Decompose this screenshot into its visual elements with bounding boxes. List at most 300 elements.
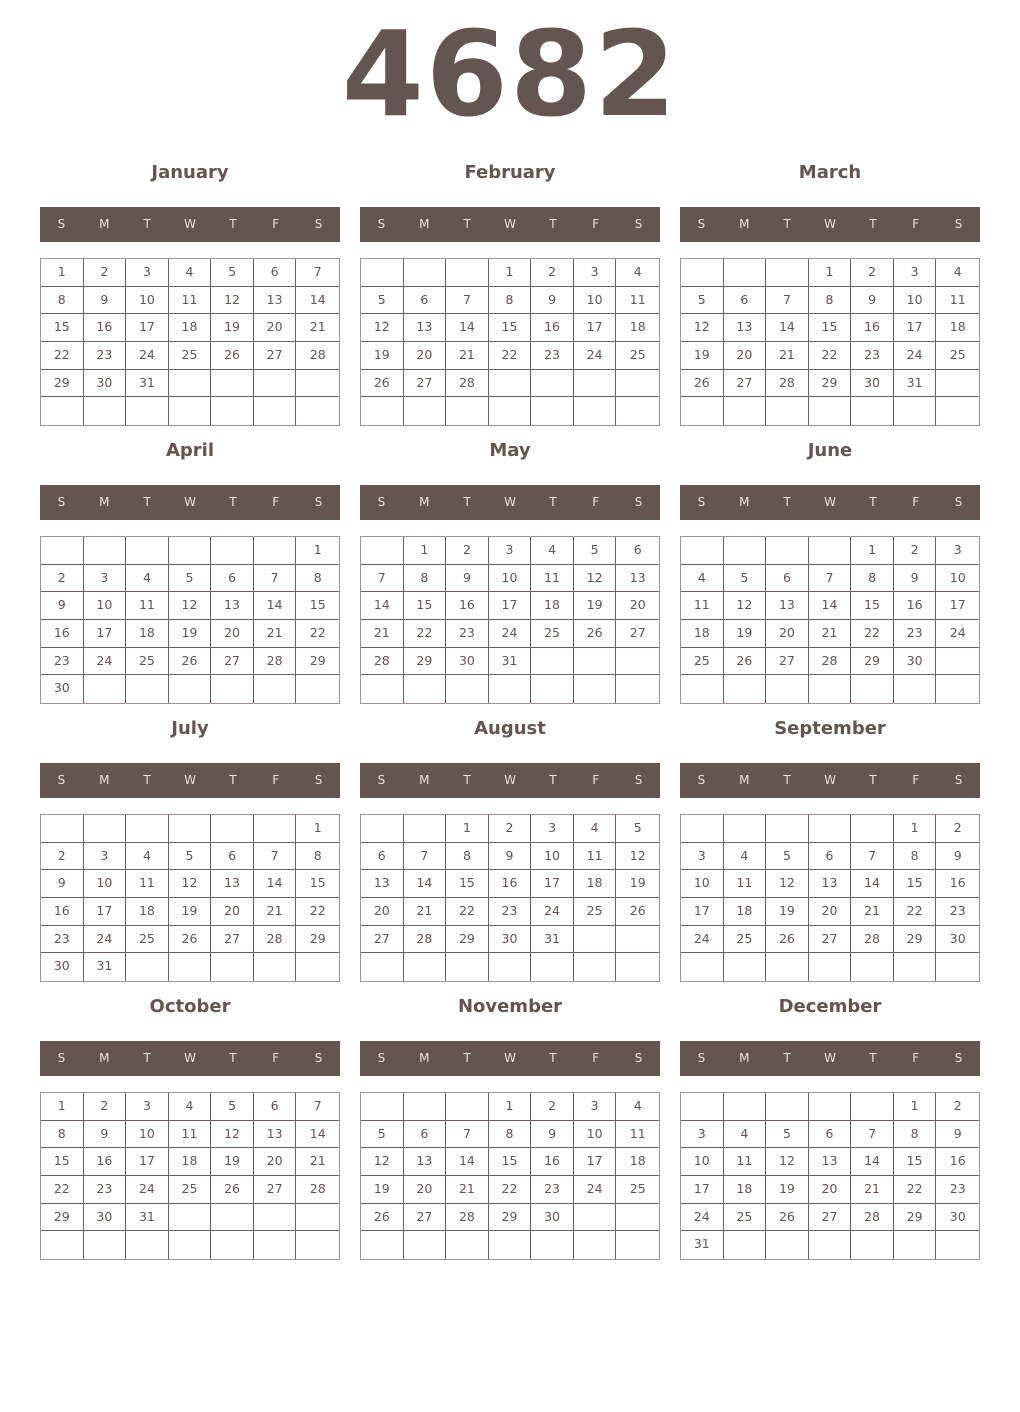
weekday-label: W — [824, 217, 836, 231]
day-cell: 11 — [616, 287, 659, 315]
day-cell — [211, 1204, 254, 1232]
day-cell: 12 — [724, 592, 767, 620]
day-cell: 16 — [851, 314, 894, 342]
day-cell: 15 — [489, 1148, 532, 1176]
weekday-label: S — [954, 773, 963, 787]
day-cell: 10 — [894, 287, 937, 315]
day-cell: 27 — [254, 342, 297, 370]
day-cell: 13 — [616, 565, 659, 593]
day-cell: 10 — [126, 287, 169, 315]
day-cell — [404, 675, 447, 703]
day-cell: 4 — [724, 1121, 767, 1149]
day-cell: 21 — [766, 342, 809, 370]
day-cell: 27 — [404, 370, 447, 398]
day-cell: 24 — [84, 926, 127, 954]
day-cell — [766, 259, 809, 287]
day-cell: 28 — [851, 926, 894, 954]
day-cell: 1 — [894, 1093, 937, 1121]
day-cell — [446, 1231, 489, 1259]
day-cell: 3 — [126, 259, 169, 287]
day-cell — [851, 953, 894, 981]
day-cell — [681, 1093, 724, 1121]
day-cell: 30 — [84, 370, 127, 398]
day-cell: 30 — [894, 648, 937, 676]
weekday-label: S — [377, 1051, 386, 1065]
day-cell: 11 — [126, 592, 169, 620]
day-cell: 26 — [211, 1176, 254, 1204]
day-cell: 21 — [404, 898, 447, 926]
day-cell — [126, 815, 169, 843]
day-cell — [766, 675, 809, 703]
day-cell — [84, 537, 127, 565]
day-cell: 26 — [361, 1204, 404, 1232]
day-cell: 3 — [126, 1093, 169, 1121]
day-cell: 1 — [851, 537, 894, 565]
day-cell — [169, 537, 212, 565]
day-cell: 16 — [531, 314, 574, 342]
day-cell: 2 — [894, 537, 937, 565]
day-cell — [894, 397, 937, 425]
weekday-label: W — [184, 773, 196, 787]
day-cell — [446, 675, 489, 703]
weekday-header — [360, 485, 660, 520]
day-cell: 11 — [681, 592, 724, 620]
day-cell — [489, 370, 532, 398]
day-cell: 6 — [404, 287, 447, 315]
day-cell — [724, 815, 767, 843]
day-cell — [361, 537, 404, 565]
day-cell: 5 — [766, 1121, 809, 1149]
day-cell: 6 — [724, 287, 767, 315]
day-cell — [574, 1204, 617, 1232]
day-cell — [766, 953, 809, 981]
day-cell: 30 — [851, 370, 894, 398]
day-cell: 18 — [126, 898, 169, 926]
day-cell: 13 — [211, 592, 254, 620]
weekday-header — [680, 1041, 980, 1076]
weekday-label: T — [463, 1051, 471, 1065]
day-cell: 16 — [84, 314, 127, 342]
weekday-label: W — [184, 217, 196, 231]
day-cell — [809, 675, 852, 703]
day-cell: 26 — [616, 898, 659, 926]
weekday-label: M — [419, 773, 430, 787]
day-cell: 26 — [681, 370, 724, 398]
day-cell: 10 — [84, 592, 127, 620]
day-cell: 6 — [211, 843, 254, 871]
day-cell: 23 — [41, 648, 84, 676]
day-cell: 1 — [404, 537, 447, 565]
day-cell: 22 — [404, 620, 447, 648]
day-cell: 29 — [404, 648, 447, 676]
weekday-label: M — [99, 495, 110, 509]
weekday-header — [360, 1041, 660, 1076]
day-cell — [126, 953, 169, 981]
day-cell: 9 — [936, 843, 979, 871]
day-cell: 24 — [574, 342, 617, 370]
day-cell: 5 — [616, 815, 659, 843]
day-cell — [531, 1231, 574, 1259]
day-cell: 18 — [616, 1148, 659, 1176]
day-cell: 25 — [724, 926, 767, 954]
weekday-label: W — [184, 1051, 196, 1065]
day-cell: 24 — [681, 1204, 724, 1232]
month-name: July — [171, 718, 209, 739]
month-name: December — [778, 996, 882, 1017]
day-cell: 29 — [41, 1204, 84, 1232]
day-cell: 16 — [446, 592, 489, 620]
month-name: November — [457, 996, 563, 1017]
day-cell: 13 — [724, 314, 767, 342]
day-cell: 30 — [489, 926, 532, 954]
day-cell: 3 — [894, 259, 937, 287]
day-cell: 3 — [574, 1093, 617, 1121]
day-cell — [574, 926, 617, 954]
day-cell: 22 — [894, 1176, 937, 1204]
day-cell: 4 — [169, 1093, 212, 1121]
weekday-label: F — [912, 773, 920, 787]
day-cell: 25 — [616, 1176, 659, 1204]
day-cell — [531, 953, 574, 981]
day-cell: 11 — [616, 1121, 659, 1149]
day-cell: 27 — [809, 926, 852, 954]
day-cell: 13 — [809, 1148, 852, 1176]
day-cell: 10 — [681, 1148, 724, 1176]
day-cell: 26 — [211, 342, 254, 370]
day-cell: 17 — [126, 314, 169, 342]
day-cell: 14 — [254, 870, 297, 898]
day-cell: 20 — [616, 592, 659, 620]
day-cell: 19 — [169, 620, 212, 648]
day-cell — [681, 259, 724, 287]
day-grid — [40, 814, 340, 982]
day-cell: 13 — [254, 287, 297, 315]
day-cell — [851, 815, 894, 843]
day-cell — [574, 953, 617, 981]
day-cell — [254, 397, 297, 425]
day-cell: 17 — [126, 1148, 169, 1176]
day-cell: 11 — [574, 843, 617, 871]
day-cell: 30 — [446, 648, 489, 676]
day-cell: 1 — [41, 1093, 84, 1121]
day-cell — [489, 953, 532, 981]
day-cell: 30 — [936, 1204, 979, 1232]
day-cell: 19 — [616, 870, 659, 898]
day-cell: 3 — [681, 1121, 724, 1149]
day-grid — [680, 536, 980, 704]
weekday-label: F — [272, 495, 280, 509]
day-cell — [809, 537, 852, 565]
day-cell: 24 — [894, 342, 937, 370]
day-cell — [809, 1231, 852, 1259]
day-cell: 24 — [936, 620, 979, 648]
day-grid — [360, 258, 660, 426]
weekday-label: W — [504, 1051, 516, 1065]
day-cell: 3 — [681, 843, 724, 871]
day-cell: 16 — [489, 870, 532, 898]
day-cell: 6 — [404, 1121, 447, 1149]
weekday-label: T — [549, 495, 557, 509]
day-cell — [616, 1204, 659, 1232]
day-cell — [41, 815, 84, 843]
day-cell — [531, 397, 574, 425]
day-cell: 7 — [296, 259, 339, 287]
day-cell — [126, 537, 169, 565]
day-cell: 19 — [211, 1148, 254, 1176]
day-cell — [681, 815, 724, 843]
day-cell: 31 — [681, 1231, 724, 1259]
day-cell: 9 — [531, 287, 574, 315]
day-cell: 17 — [681, 898, 724, 926]
weekday-label: S — [634, 773, 643, 787]
day-cell: 21 — [446, 342, 489, 370]
weekday-label: F — [592, 217, 600, 231]
day-cell — [809, 953, 852, 981]
day-cell: 17 — [936, 592, 979, 620]
day-cell: 30 — [41, 675, 84, 703]
weekday-label: T — [463, 217, 471, 231]
day-cell: 28 — [404, 926, 447, 954]
weekday-header — [680, 763, 980, 798]
day-cell: 21 — [254, 898, 297, 926]
day-cell — [211, 397, 254, 425]
day-cell: 5 — [169, 843, 212, 871]
day-cell: 1 — [489, 259, 532, 287]
day-cell — [361, 1231, 404, 1259]
day-cell: 21 — [446, 1176, 489, 1204]
day-cell — [851, 675, 894, 703]
day-cell: 15 — [41, 1148, 84, 1176]
day-cell: 25 — [126, 648, 169, 676]
day-cell — [851, 1093, 894, 1121]
day-cell: 12 — [681, 314, 724, 342]
day-cell: 27 — [404, 1204, 447, 1232]
day-cell — [616, 397, 659, 425]
day-cell — [41, 1231, 84, 1259]
day-cell: 28 — [446, 370, 489, 398]
day-cell — [211, 537, 254, 565]
day-cell: 9 — [936, 1121, 979, 1149]
weekday-label: W — [824, 773, 836, 787]
day-cell: 8 — [851, 565, 894, 593]
day-cell: 20 — [254, 314, 297, 342]
day-cell: 29 — [851, 648, 894, 676]
day-cell: 8 — [296, 843, 339, 871]
weekday-label: T — [549, 1051, 557, 1065]
weekday-label: S — [377, 495, 386, 509]
day-cell — [489, 1231, 532, 1259]
day-cell — [531, 370, 574, 398]
day-cell: 21 — [851, 1176, 894, 1204]
day-cell — [446, 953, 489, 981]
day-cell: 27 — [616, 620, 659, 648]
day-cell: 19 — [211, 314, 254, 342]
weekday-label: S — [314, 495, 323, 509]
day-cell: 3 — [574, 259, 617, 287]
day-cell: 15 — [851, 592, 894, 620]
day-cell — [616, 648, 659, 676]
day-cell: 31 — [84, 953, 127, 981]
weekday-label: M — [99, 217, 110, 231]
day-cell — [724, 397, 767, 425]
day-cell — [894, 953, 937, 981]
day-cell: 8 — [809, 287, 852, 315]
day-cell: 24 — [126, 1176, 169, 1204]
day-cell — [404, 1093, 447, 1121]
day-cell: 12 — [766, 870, 809, 898]
day-cell — [361, 259, 404, 287]
day-cell: 18 — [936, 314, 979, 342]
day-cell: 22 — [851, 620, 894, 648]
day-cell: 19 — [361, 1176, 404, 1204]
day-cell: 26 — [766, 926, 809, 954]
day-cell: 11 — [169, 1121, 212, 1149]
day-cell — [361, 953, 404, 981]
weekday-label: F — [592, 495, 600, 509]
day-cell — [41, 537, 84, 565]
day-cell: 29 — [489, 1204, 532, 1232]
day-cell: 2 — [41, 565, 84, 593]
day-cell — [169, 370, 212, 398]
day-cell: 19 — [681, 342, 724, 370]
day-cell — [361, 1093, 404, 1121]
day-cell: 31 — [531, 926, 574, 954]
day-cell: 25 — [616, 342, 659, 370]
day-grid — [680, 258, 980, 426]
weekday-label: S — [634, 495, 643, 509]
day-cell: 3 — [936, 537, 979, 565]
day-cell: 18 — [681, 620, 724, 648]
day-cell: 4 — [616, 1093, 659, 1121]
day-cell: 27 — [809, 1204, 852, 1232]
day-cell: 19 — [574, 592, 617, 620]
day-cell: 26 — [361, 370, 404, 398]
day-cell: 7 — [361, 565, 404, 593]
day-cell: 2 — [531, 259, 574, 287]
day-cell: 20 — [361, 898, 404, 926]
day-cell: 6 — [211, 565, 254, 593]
day-cell — [84, 815, 127, 843]
day-cell: 8 — [446, 843, 489, 871]
weekday-label: T — [463, 495, 471, 509]
day-cell: 20 — [809, 898, 852, 926]
weekday-label: W — [824, 495, 836, 509]
day-cell: 10 — [126, 1121, 169, 1149]
weekday-label: T — [229, 495, 237, 509]
day-cell: 25 — [169, 1176, 212, 1204]
day-cell: 14 — [296, 1121, 339, 1149]
day-cell — [169, 675, 212, 703]
day-cell: 20 — [254, 1148, 297, 1176]
day-cell: 2 — [531, 1093, 574, 1121]
day-cell: 9 — [489, 843, 532, 871]
day-cell: 5 — [361, 287, 404, 315]
day-cell — [531, 648, 574, 676]
day-cell: 24 — [489, 620, 532, 648]
day-cell: 25 — [724, 1204, 767, 1232]
day-cell: 28 — [361, 648, 404, 676]
day-cell — [681, 537, 724, 565]
weekday-label: W — [184, 495, 196, 509]
day-cell: 9 — [446, 565, 489, 593]
day-cell — [894, 1231, 937, 1259]
weekday-label: T — [143, 1051, 151, 1065]
weekday-label: F — [592, 1051, 600, 1065]
day-cell: 28 — [254, 926, 297, 954]
day-cell: 26 — [724, 648, 767, 676]
weekday-label: T — [783, 217, 791, 231]
day-cell — [84, 675, 127, 703]
day-cell: 29 — [894, 1204, 937, 1232]
day-cell: 9 — [894, 565, 937, 593]
weekday-header — [40, 485, 340, 520]
weekday-label: S — [57, 773, 66, 787]
day-cell: 20 — [404, 1176, 447, 1204]
day-cell: 12 — [616, 843, 659, 871]
day-cell: 26 — [766, 1204, 809, 1232]
day-cell: 22 — [41, 342, 84, 370]
day-cell: 21 — [296, 1148, 339, 1176]
weekday-label: F — [272, 1051, 280, 1065]
day-cell: 1 — [296, 537, 339, 565]
day-cell — [724, 675, 767, 703]
day-cell: 15 — [894, 1148, 937, 1176]
day-cell: 1 — [296, 815, 339, 843]
month-name: September — [774, 718, 886, 739]
day-cell: 29 — [894, 926, 937, 954]
day-cell: 8 — [489, 287, 532, 315]
day-cell — [296, 1231, 339, 1259]
day-grid — [360, 1092, 660, 1260]
day-cell — [169, 953, 212, 981]
day-cell: 21 — [809, 620, 852, 648]
day-cell: 10 — [531, 843, 574, 871]
day-cell: 23 — [489, 898, 532, 926]
day-cell: 2 — [851, 259, 894, 287]
weekday-label: S — [954, 1051, 963, 1065]
day-cell — [681, 397, 724, 425]
day-cell: 14 — [254, 592, 297, 620]
day-cell: 18 — [616, 314, 659, 342]
day-cell: 19 — [724, 620, 767, 648]
day-cell: 30 — [84, 1204, 127, 1232]
day-cell — [724, 953, 767, 981]
weekday-label: M — [419, 495, 430, 509]
month-name: January — [151, 162, 229, 183]
weekday-label: T — [143, 773, 151, 787]
day-cell: 20 — [724, 342, 767, 370]
day-cell: 9 — [41, 870, 84, 898]
weekday-header — [40, 763, 340, 798]
day-cell: 20 — [211, 898, 254, 926]
day-cell: 17 — [84, 620, 127, 648]
weekday-label: S — [377, 773, 386, 787]
weekday-label: T — [783, 1051, 791, 1065]
month-name: March — [798, 162, 862, 183]
day-cell: 23 — [851, 342, 894, 370]
day-cell: 26 — [574, 620, 617, 648]
day-cell: 8 — [41, 287, 84, 315]
day-cell: 24 — [681, 926, 724, 954]
day-cell: 4 — [681, 565, 724, 593]
day-cell: 21 — [851, 898, 894, 926]
weekday-label: M — [739, 773, 750, 787]
day-cell: 7 — [254, 843, 297, 871]
day-cell — [296, 370, 339, 398]
day-cell: 23 — [446, 620, 489, 648]
day-cell: 5 — [361, 1121, 404, 1149]
day-cell: 9 — [84, 1121, 127, 1149]
